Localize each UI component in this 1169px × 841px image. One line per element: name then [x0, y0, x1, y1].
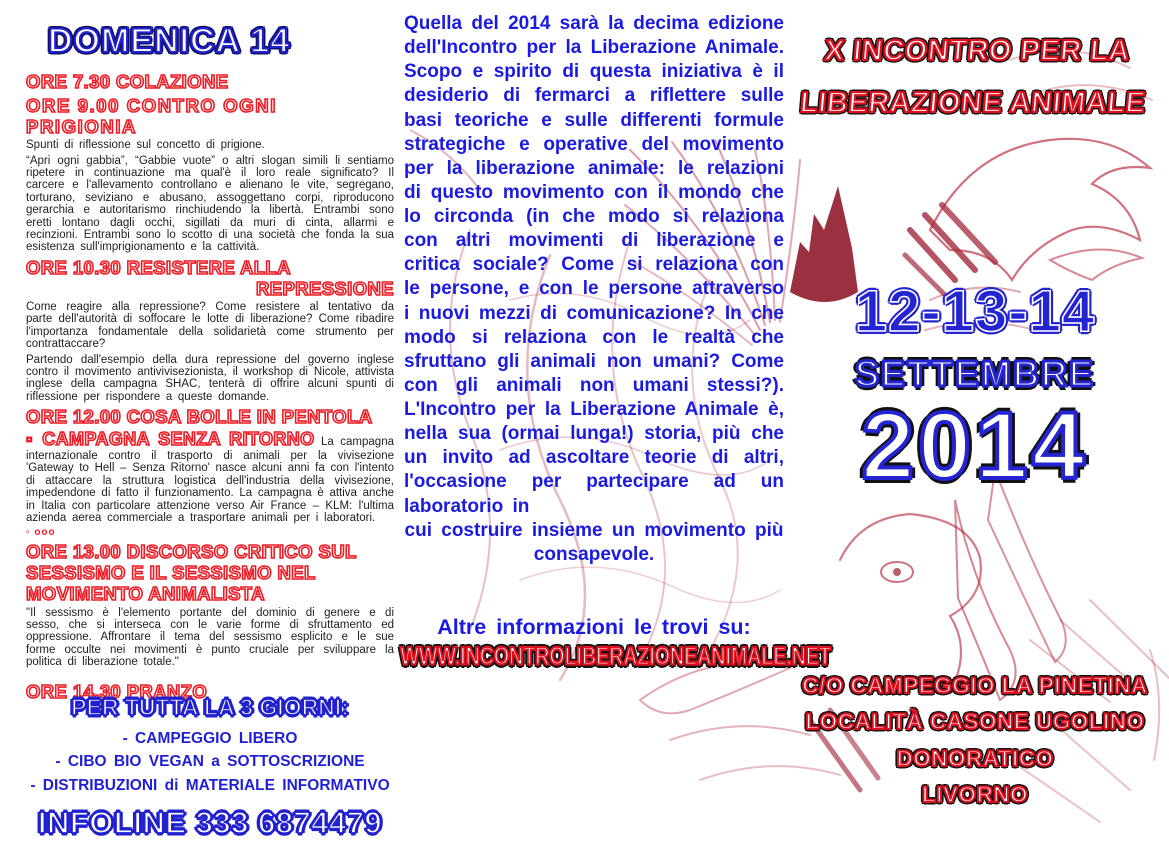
center-panel — [400, 12, 831, 672]
schedule-body-1300: "Il sessismo è l'elemento portante del dominio di genere e di sesso, che si interseca con le varie forme di sfruttamento ed oppressione. Affrontare il tema del sessismo esplicito e le sue forme occulte nei movimenti è punto cruciale per sviluppare la politica di liberazione totale." — [26, 606, 394, 669]
location-line-town: DONORATICO — [896, 745, 1054, 771]
day-title: DOMENICA 14 — [48, 22, 291, 60]
schedule-body-0900-intro: Spunti di riflessione sul concetto di prigione. — [26, 139, 265, 152]
schedule-heading-1030-line1: ORE 10.30 RESISTERE ALLA — [26, 256, 291, 278]
footer-item-food: - CIBO BIO VEGAN a SOTTOSCRIZIONE — [55, 753, 365, 771]
event-title — [781, 26, 1168, 129]
date-month: SETTEMBRE — [854, 353, 1095, 394]
schedule-body-1200 — [26, 429, 394, 524]
schedule-body-1030-b: Partendo dall'esempio della dura repressione del governo inglese contro il movimento antivivisezionista, il workshop di Nicole, attivista inglese della campagna SHAC, tenterà di offrire alcuni spunti di riflessione per rispondere a queste domande. — [26, 353, 394, 403]
footer-item-material: - DISTRIBUZIONI di MATERIALE INFORMATIVO — [30, 776, 390, 794]
schedule-heading-1430: ORE 14.30 PRANZO — [26, 680, 208, 702]
left-panel — [26, 22, 394, 702]
location-line-area: LOCALITÀ CASONE UGOLINO — [805, 709, 1145, 735]
campaign-note: ▫ ooo — [26, 527, 56, 539]
event-title-line1: X INCONTRO PER LA — [823, 35, 1132, 67]
event-dates — [786, 278, 1164, 499]
intro-paragraph-tail: cui costruire insieme un movimento più consapevole. — [404, 519, 784, 565]
intro-paragraph: Quella del 2014 sarà la decima edizione dell'Incontro per la Liberazione Animale. Scopo e spirito di questa iniziativa è il desiderio di fermarci a riflettere sulle basi teoriche e sulle differenti formule strategiche e operative del movimento per la liberazione animale: le relazioni di questo movimento con il mondo che lo circonda (in che modo si relaziona con altri movimenti di liberazione e critica sociale? Come si relaziona con le persone, e con le persone attraverso i nuovi mezzi di comunicazione? In che modo si relaziona con le realtà che sfruttano gli animali non umani? Come con gli animali non umani stessi?). L'Incontro per la Liberazione Animale è, nella sua (ormai lunga!) storia, più che un invito ad ascoltare teorie di altri, l'occasione per partecipare ad un laboratorio in — [404, 13, 784, 517]
schedule-heading-1200: ORE 12.00 COSA BOLLE IN PENTOLA — [26, 406, 373, 428]
campaign-subheading: ▫ CAMPAGNA SENZA RITORNO — [26, 429, 315, 450]
date-year: 2014 — [861, 393, 1089, 499]
schedule-heading-1030-line2: REPRESSIONE — [255, 277, 394, 299]
schedule-heading-0900: ORE 9.00 CONTRO OGNI PRIGIONIA — [26, 95, 277, 138]
footer-item-camping: - CAMPEGGIO LIBERO — [122, 730, 298, 747]
more-info-label: Altre informazioni le trovi su: — [437, 614, 751, 639]
right-panel — [786, 0, 1164, 808]
left-footer — [26, 694, 394, 841]
campaign-text: La campagna internazionale contro il trasporto di animali per la vivisezione 'Gateway to Hell – Senza Ritorno' nasce alcuni anni fa con l'intento di attaccare la struttura logistica dell'industria della vivisezione, impedendone di fatto il funzionamento. La campagna è attiva anche in Italia con particolare attenzione verso Air France – KLM: l'ultima azienda aerea commerciale a trasportare animali per i laboratori. — [26, 436, 394, 524]
footer-title: PER TUTTA LA 3 GIORNI: — [71, 694, 349, 720]
infoline: INFOLINE 333 6874479 — [37, 804, 383, 840]
date-days: 12-13-14 — [854, 279, 1096, 344]
location-line-province: LIVORNO — [921, 782, 1028, 808]
schedule-body-0900: “Apri ogni gabbia”, “Gabbie vuote” o altri slogan simili li sentiamo ripetere in continuazione ma qual'è il loro reale significato? Il carcere e l'allevamento controllano e alienano le vite, segregano, torturano, seviziano e abusano, assoggettano corpi, riproducono gerarchia e autoritarismo rinchiudendo la libertà. Entrambi sono eretti lontano dagli occhi, sigillati da muri di cinta, allarmi e recinzioni. Entrambi sono lo scotto di una società che fonda la sua esistenza sull'imprigionamento e la cattività. — [26, 154, 394, 254]
event-title-line2: LIBERAZIONE ANIMALE — [798, 86, 1147, 119]
event-location — [786, 668, 1164, 814]
website-url: WWW.INCONTROLIBERAZIONEANIMALE.NET — [400, 642, 831, 672]
schedule-body-1030-a: Come reagire alla repressione? Come resistere al tentativo da parte dell'autorità di soffocare le lotte di liberazione? Come ribadire l'importanza fondamentale della solidarietà come strumento per contrattaccare? — [26, 301, 394, 351]
schedule-heading-0730: ORE 7.30 COLAZIONE — [26, 71, 229, 92]
schedule-heading-1300: ORE 13.00 DISCORSO CRITICO SUL SESSISMO E IL SESSISMO NEL MOVIMENTO ANIMALISTA — [26, 541, 357, 605]
location-line-venue: C/O CAMPEGGIO LA PINETINA — [802, 673, 1148, 698]
